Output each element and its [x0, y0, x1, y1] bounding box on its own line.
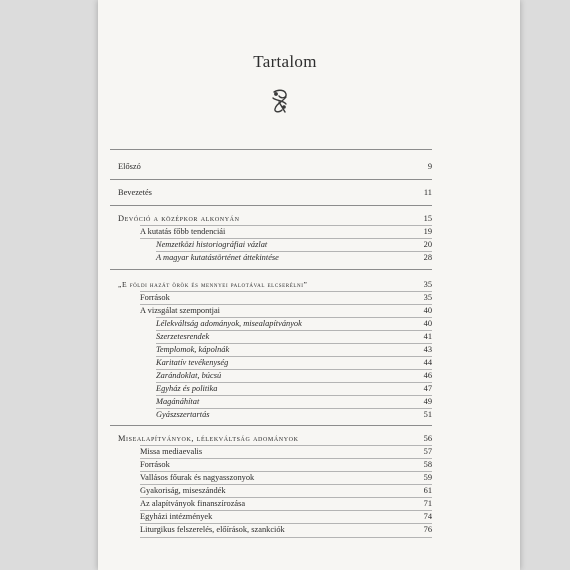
toc-entry-page: 40	[423, 319, 432, 328]
entry-separator	[156, 251, 432, 252]
toc-entry-page: 71	[423, 499, 432, 508]
entry-separator	[140, 497, 432, 498]
toc-entry[interactable]	[110, 383, 432, 395]
toc-entry-page: 43	[423, 345, 432, 354]
toc-entry-label: Nemzetközi historiográfiai vázlat	[156, 240, 268, 249]
toc-entry[interactable]	[110, 498, 432, 510]
section-divider	[110, 269, 432, 270]
toc-entry-label: Források	[140, 460, 170, 469]
toc-entry-label: Liturgikus felszerelés, előírások, szankciók	[140, 525, 285, 534]
entry-separator	[140, 484, 432, 485]
toc-entry-label: A kutatás főbb tendenciái	[140, 227, 226, 236]
toc-entry-label: Előszó	[118, 162, 141, 171]
toc-entry[interactable]	[110, 318, 432, 330]
toc-entry-page: 35	[423, 293, 432, 302]
toc-entry[interactable]	[110, 396, 432, 408]
entry-separator	[140, 458, 432, 459]
toc-chapter[interactable]	[110, 433, 432, 445]
page-title: Tartalom	[253, 52, 317, 71]
toc-entry-page: 19	[423, 227, 432, 236]
section-divider	[110, 205, 432, 206]
toc-entry-page: 15	[423, 214, 432, 223]
toc-entry[interactable]	[110, 409, 432, 421]
toc-entry-label: Lélekváltság adományok, misealapítványok	[156, 319, 302, 328]
toc-entry-page: 41	[423, 332, 432, 341]
entry-separator	[156, 382, 432, 383]
toc-entry-page: 11	[423, 188, 432, 197]
entry-separator	[140, 510, 432, 511]
entry-separator	[140, 471, 432, 472]
toc-entry-label: Devóció a középkor alkonyán	[118, 214, 240, 223]
toc-entry[interactable]	[110, 226, 432, 238]
toc-entry-page: 76	[423, 525, 432, 534]
toc-entry-page: 20	[423, 240, 432, 249]
toc-entry-page: 56	[423, 434, 432, 443]
toc-entry[interactable]	[110, 239, 432, 251]
toc-entry-page: 47	[423, 384, 432, 393]
toc-entry[interactable]	[110, 446, 432, 458]
toc-entry[interactable]	[110, 485, 432, 497]
toc-entry-label: Karitatív tevékenység	[156, 358, 229, 367]
toc-entry[interactable]	[110, 305, 432, 317]
toc-entry-page: 44	[423, 358, 432, 367]
toc-entry-page: 58	[423, 460, 432, 469]
entry-separator	[140, 291, 432, 292]
toc-entry-label: Zarándoklat, búcsú	[156, 371, 222, 380]
entry-separator	[156, 330, 432, 331]
entry-separator	[156, 317, 432, 318]
floral-ornament-icon	[270, 88, 290, 114]
toc-entry-label: A vizsgálat szempontjai	[140, 306, 221, 315]
toc-entry[interactable]	[110, 187, 432, 199]
toc-entry-label: Egyházi intézmények	[140, 512, 213, 521]
toc-entry-label: Az alapítványok finanszírozása	[140, 499, 246, 508]
toc-entry-page: 61	[423, 486, 432, 495]
entry-separator	[140, 238, 432, 239]
entry-separator	[140, 445, 432, 446]
toc-entry[interactable]	[110, 370, 432, 382]
section-divider	[110, 179, 432, 180]
entry-separator	[156, 356, 432, 357]
toc-entry-page: 40	[423, 306, 432, 315]
toc-entry[interactable]	[110, 331, 432, 343]
toc-entry[interactable]	[110, 472, 432, 484]
toc-entry-label: Egyház és politika	[156, 384, 218, 393]
toc-entry-label: Magánáhítat	[156, 397, 200, 406]
top-rule	[110, 149, 432, 150]
toc-entry-page: 49	[423, 397, 432, 406]
entry-separator	[156, 395, 432, 396]
toc-entry-page: 74	[423, 512, 432, 521]
toc-entry-label: Források	[140, 293, 170, 302]
toc-entry-page: 46	[423, 371, 432, 380]
toc-entry-label: Gyakoriság, miseszándék	[140, 486, 226, 495]
entry-separator	[140, 537, 432, 538]
entry-separator	[140, 225, 432, 226]
toc-entry[interactable]	[110, 511, 432, 523]
toc-entry-label: Gyászszertartás	[156, 410, 210, 419]
toc-entry-page: 28	[423, 253, 432, 262]
toc-entry-label: Vallásos főurak és nagyasszonyok	[140, 473, 255, 482]
entry-separator	[156, 343, 432, 344]
toc-entry-page: 57	[423, 447, 432, 456]
toc-entry[interactable]	[110, 459, 432, 471]
toc-entry[interactable]	[110, 161, 432, 173]
toc-entry-page: 35	[423, 280, 432, 289]
entry-separator	[156, 369, 432, 370]
toc-entry[interactable]	[110, 344, 432, 356]
entry-separator	[156, 408, 432, 409]
toc-entry-label: Misealapítványok, lélekváltság adományok	[118, 434, 299, 443]
toc-chapter[interactable]	[110, 213, 432, 225]
toc-entry[interactable]	[110, 357, 432, 369]
entry-separator	[140, 304, 432, 305]
toc-entry[interactable]	[110, 292, 432, 304]
section-divider	[110, 425, 432, 426]
toc-entry-label: „E földi hazát örök és mennyei palotával elcserélni”	[118, 280, 308, 289]
entry-separator	[140, 523, 432, 524]
toc-entry-page: 9	[427, 162, 432, 171]
toc-entry-label: A magyar kutatástörténet áttekintése	[156, 253, 279, 262]
toc-entry-label: Szerzetesrendek	[156, 332, 210, 341]
toc-entry-label: Missa mediaevalis	[140, 447, 203, 456]
toc-entry[interactable]	[110, 524, 432, 536]
toc-entry-label: Templomok, kápolnák	[156, 345, 230, 354]
toc-entry-page: 59	[423, 473, 432, 482]
toc-chapter[interactable]	[110, 279, 432, 291]
toc-entry-label: Bevezetés	[118, 188, 152, 197]
toc-entry[interactable]	[110, 252, 432, 264]
toc-entry-page: 51	[423, 410, 432, 419]
